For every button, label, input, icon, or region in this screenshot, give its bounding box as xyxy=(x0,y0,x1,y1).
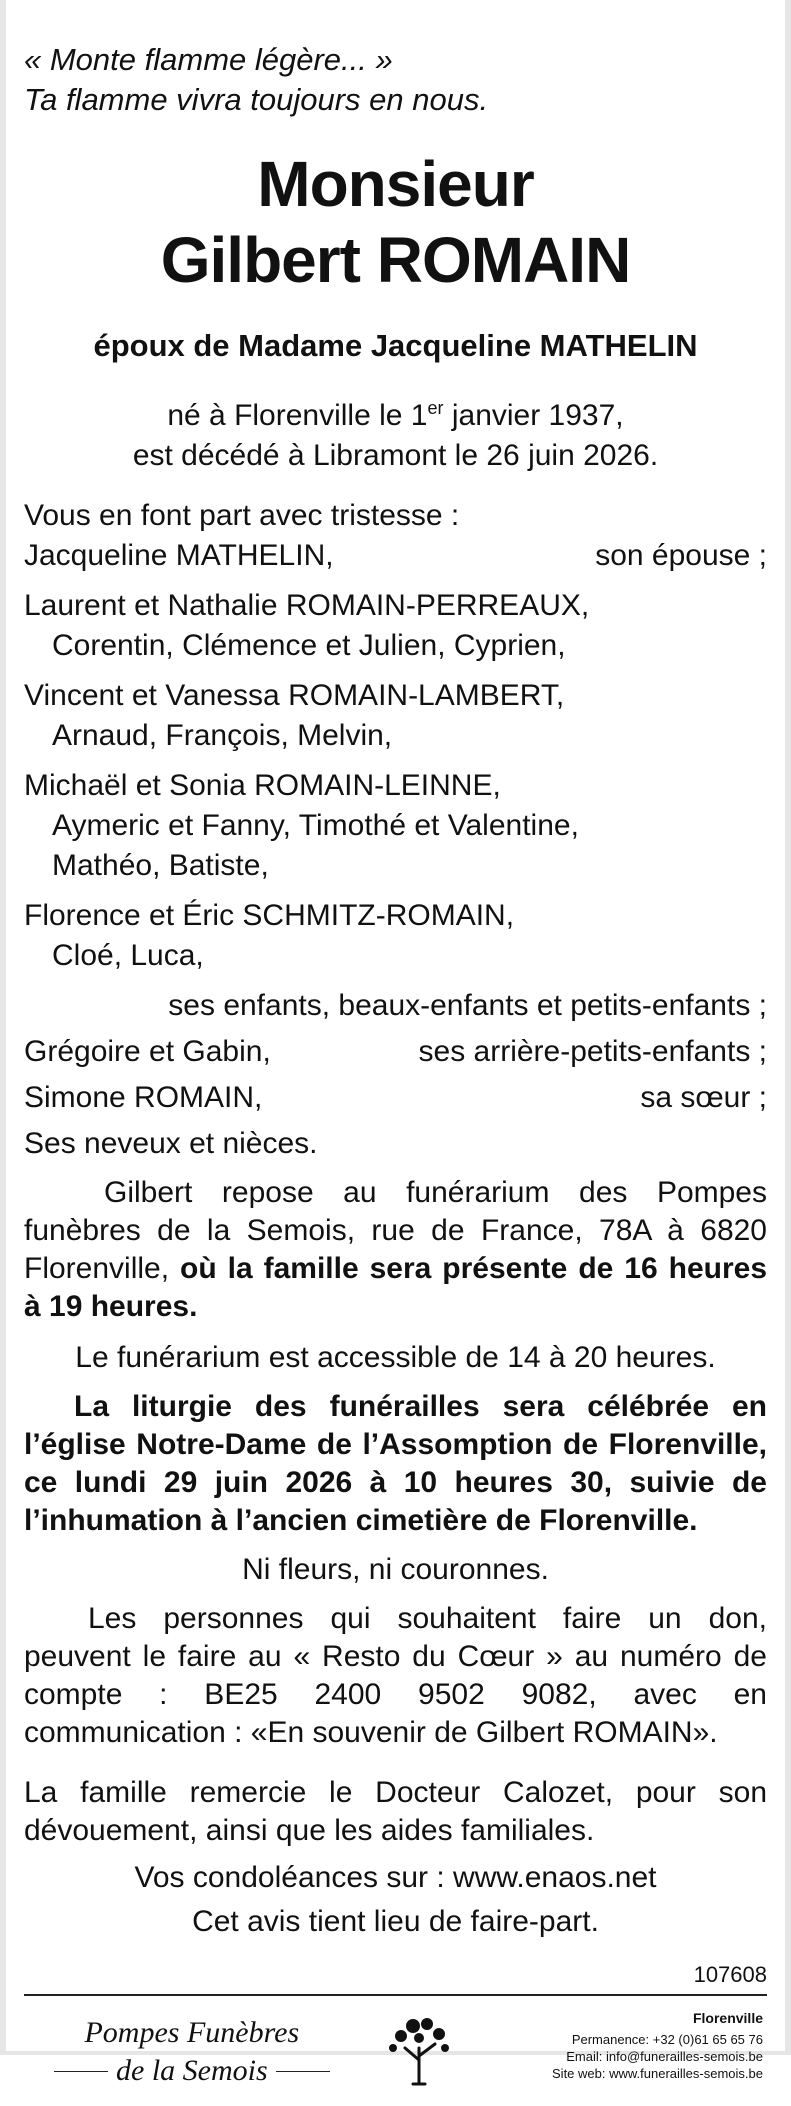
child-sub: Aymeric et Fanny, Timothé et Valentine, xyxy=(52,809,579,842)
child-group-4 xyxy=(24,896,767,976)
child-sub: Cloé, Luca, xyxy=(52,939,204,972)
sister-name: Simone ROMAIN, xyxy=(24,1081,263,1114)
logo-line-2-wrap xyxy=(54,2052,330,2090)
nephews-line: Ses neveux et nièces. xyxy=(24,1127,318,1160)
child-main: Vincent et Vanessa ROMAIN-LAMBERT, xyxy=(24,679,565,712)
deceased-name-block xyxy=(24,146,767,298)
birth-suffix: janvier 1937, xyxy=(443,399,624,432)
funeral-home-contact xyxy=(552,2010,763,2082)
thanks-paragraph: La famille remercie le Docteur Calozet, pour son dévouement, ainsi que les aides familiales. xyxy=(24,1776,767,1847)
liturgy-paragraph: La liturgie des funérailles sera célébrée en l’église Notre-Dame de l’Assomption de Florenville, ce lundi 29 juin 2026 à 10 heures 30, suivie de l’inhumation à l’ancien cimetière de Florenville. xyxy=(24,1390,767,1537)
spouse-row xyxy=(24,536,767,576)
logo-line-2: de la Semois xyxy=(116,2054,268,2087)
repose-plain: Gilbert repose au funérarium des Pompes funèbres de la Semois, rue de France, 78A à 6820 Florenville, xyxy=(24,1176,767,1285)
child-sub: Mathéo, Batiste, xyxy=(52,849,269,882)
repose-bold: où la famille sera présente de 16 heures à 19 heures. xyxy=(24,1252,767,1323)
logo-line-1: Pompes Funèbres xyxy=(84,2016,300,2049)
family-intro: Vous en font part avec tristesse : xyxy=(24,499,460,532)
spouse-role: son épouse ; xyxy=(595,539,767,572)
children-role: ses enfants, beaux-enfants et petits-enfants ; xyxy=(168,989,767,1022)
child-sub: Corentin, Clémence et Julien, Cyprien, xyxy=(52,629,566,662)
contact-town: Florenville xyxy=(692,2010,763,2026)
sister-row xyxy=(24,1078,767,1118)
family-section xyxy=(24,496,767,1164)
contact-website: Site web: www.funerailles-semois.be xyxy=(552,2066,763,2081)
great-grandchildren-name: Grégoire et Gabin, xyxy=(24,1035,271,1068)
opening-quote xyxy=(24,40,767,120)
sister-role: sa sœur ; xyxy=(640,1081,767,1114)
condolences-line: Vos condoléances sur : www.enaos.net xyxy=(134,1861,657,1894)
deceased-name: Gilbert ROMAIN xyxy=(160,224,631,296)
quote-line-1: « Monte flamme légère... » xyxy=(24,42,393,77)
contact-email: Email: info@funerailles-semois.be xyxy=(566,2049,763,2064)
birth-prefix: né à Florenville le 1 xyxy=(167,399,428,432)
great-grandchildren-row xyxy=(24,1032,767,1072)
birth-sup: er xyxy=(427,398,444,418)
great-grandchildren-role: ses arrière-petits-enfants ; xyxy=(418,1035,767,1068)
spouse-name: Jacqueline MATHELIN, xyxy=(24,539,334,572)
donation-paragraph: Les personnes qui souhaitent faire un don, peuvent le faire au « Resto du Cœur » au numéro de compte : BE25 2400 9502 9082, avec en communication : «En souvenir de Gilbert ROMAIN». xyxy=(24,1602,767,1749)
quote-line-2: Ta flamme vivra toujours en nous. xyxy=(24,82,489,117)
deceased-title: Monsieur xyxy=(257,148,534,220)
child-main: Florence et Éric SCHMITZ-ROMAIN, xyxy=(24,899,515,932)
child-group-2 xyxy=(24,676,767,756)
child-group-1 xyxy=(24,586,767,666)
spouse-line: époux de Madame Jacqueline MATHELIN xyxy=(93,328,698,363)
child-sub: Arnaud, François, Melvin, xyxy=(52,719,393,752)
birth-death-dates xyxy=(24,388,767,476)
tree-icon xyxy=(379,2010,459,2090)
funeral-home-logo xyxy=(54,2014,330,2090)
contact-permanence: Permanence: +32 (0)61 65 65 76 xyxy=(571,2032,763,2047)
flowers-line: Ni fleurs, ni couronnes. xyxy=(242,1553,549,1586)
notice-line: Cet avis tient lieu de faire-part. xyxy=(192,1905,599,1938)
child-group-3 xyxy=(24,766,767,886)
child-main: Michaël et Sonia ROMAIN-LEINNE, xyxy=(24,769,501,802)
birth-line xyxy=(24,388,767,436)
death-line: est décédé à Libramont le 26 juin 2026. xyxy=(132,439,659,472)
footer xyxy=(24,1996,767,2106)
access-line: Le funérarium est accessible de 14 à 20 heures. xyxy=(75,1341,716,1374)
child-main: Laurent et Nathalie ROMAIN-PERREAUX, xyxy=(24,589,590,622)
reference-number: 107608 xyxy=(693,1962,767,1987)
repose-paragraph xyxy=(24,1174,767,1326)
